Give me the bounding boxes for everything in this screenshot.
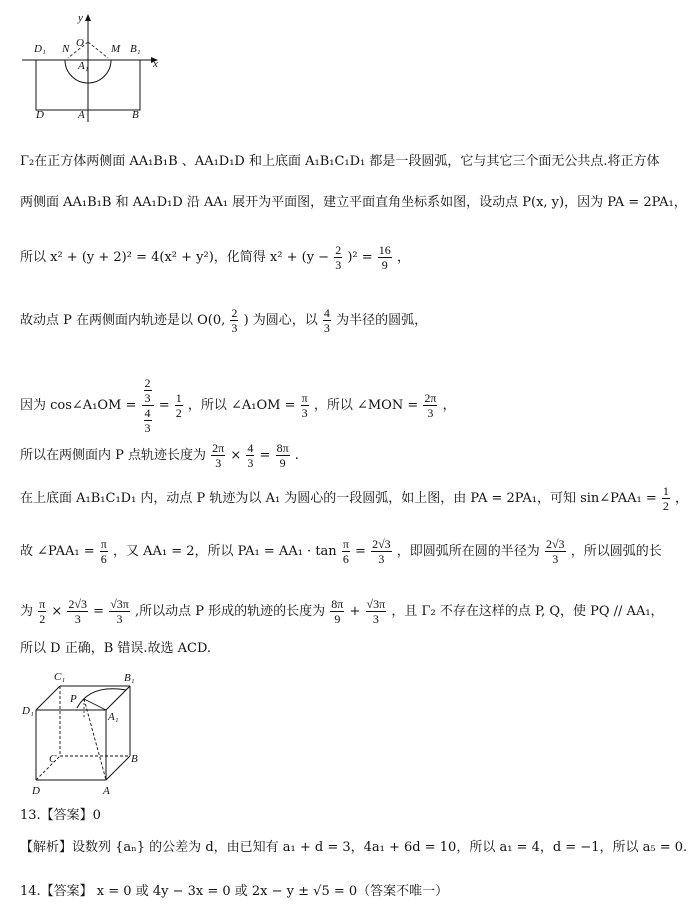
unfolded-coordinate-figure bbox=[18, 12, 168, 124]
text-line-4: 故动点 P 在两侧面内轨迹是以 O(0, $\frac{2}{3}$ ) 为圆心，以 $\frac{4}{3}$ 为半径的圆弧， bbox=[20, 306, 428, 335]
fraction-r3pi-3: $\frac{√3\pi}{3}$ bbox=[110, 597, 129, 626]
text-line-1: Γ₂在正方体两侧面 AA₁B₁B 、AA₁D₁D 和上底面 A₁B₁C₁D₁ 都是一段圆弧，它与其它三个面无公共点.将正方体 bbox=[20, 154, 660, 169]
top-arc bbox=[77, 689, 126, 708]
fraction-2r3-3: $\frac{2√3}{3}$ bbox=[68, 597, 87, 626]
fraction-16-9: $\frac{16}{9}$ bbox=[378, 243, 391, 272]
fig1-label-y: y bbox=[78, 12, 83, 24]
fraction-8pi-9: $\frac{8\pi}{9}$ bbox=[276, 441, 289, 470]
fraction-8pi-9: $\frac{8\pi}{9}$ bbox=[331, 597, 344, 626]
fig2-label-P: P bbox=[70, 693, 77, 705]
fig2-label-C1: C₁ bbox=[54, 671, 66, 683]
fraction-pi-2: $\frac{\pi}{2}$ bbox=[39, 597, 46, 626]
fig1-label-N: N bbox=[62, 43, 70, 55]
solution-13: 【解析】设数列 {aₙ} 的公差为 d，由已知有 a₁ + d = 3，4a₁ + 6d = 10，所以 a₁ = 4，d = −1，所以 a₅ = 0. bbox=[20, 840, 688, 855]
fig2-label-D1: D₁ bbox=[22, 705, 34, 717]
fraction-4-3: $\frac{4}{3}$ bbox=[247, 441, 254, 470]
fraction-pi-6: $\frac{\pi}{6}$ bbox=[100, 537, 107, 566]
fig1-label-D1: D₁ bbox=[34, 43, 46, 55]
fig1-label-B1: B₁ bbox=[130, 43, 141, 55]
compound-fraction: $\frac{\frac{2}{3}}{\frac{4}{3}}$ bbox=[142, 376, 154, 435]
fraction-1-2: $\frac{1}{2}$ bbox=[662, 484, 669, 513]
fraction-2pi-3: $\frac{2\pi}{3}$ bbox=[212, 441, 225, 470]
text-line-8: 故 ∠PAA₁ = $\frac{\pi}{6}$ ，又 AA₁ = 2，所以 PA₁ = AA₁ · tan $\frac{\pi}{6}$ = $\frac{2√3}{3}$ ，即圆弧所在圆的半径为 $\frac{2√3}{3}$ ，所以圆弧的长 bbox=[20, 537, 662, 566]
fraction-1-2: $\frac{1}{2}$ bbox=[175, 391, 182, 420]
text-line-10: 所以 D 正确，B 错误.故选 ACD. bbox=[20, 641, 212, 656]
text-line-7: 在上底面 A₁B₁C₁D₁ 内，动点 P 轨迹为以 A₁ 为圆心的一段圆弧，如上图，由 PA = 2PA₁，可知 sin∠PAA₁ = $\frac{1}{2}$ ， bbox=[20, 484, 689, 513]
fig2-label-C: C bbox=[49, 753, 57, 765]
fig1-label-A: A bbox=[78, 109, 85, 121]
fig1-label-A1: A₁ bbox=[78, 60, 89, 72]
fraction-r3pi-3: $\frac{√3\pi}{3}$ bbox=[366, 597, 386, 626]
fig1-label-D: D bbox=[36, 109, 44, 121]
text-line-9: 为 $\frac{\pi}{2}$ × $\frac{2√3}{3}$ = $\frac{√3\pi}{3}$ ,所以动点 P 形成的轨迹的长度为 $\frac{8\pi}{9}$ + $\frac{√3\pi}{3}$ ，且 Γ₂ 不存在这样的点 P, Q，使 PQ // AA₁， bbox=[20, 597, 664, 626]
fig1-label-B: B bbox=[132, 109, 139, 121]
fraction-2r3-3: $\frac{2√3}{3}$ bbox=[372, 537, 391, 566]
answer-14: 14.【答案】 x = 0 或 4y − 3x = 0 或 2x − y ± √5 = 0（答案不唯一） bbox=[20, 884, 449, 899]
fig2-label-B: B bbox=[131, 753, 138, 765]
fig1-label-O: O bbox=[76, 37, 84, 49]
fig1-label-x: x bbox=[153, 58, 158, 70]
text-line-5: 因为 cos∠A₁OM = $\frac{\frac{2}{3}}{\frac{4}{3}}$ = $\frac{1}{2}$ ，所以 ∠A₁OM = $\frac{\pi}{3}$ ，所以 ∠MON = $\frac{2\pi}{3}$ ， bbox=[20, 376, 456, 435]
fig2-label-A: A bbox=[103, 785, 110, 797]
fraction-4-3: $\frac{4}{3}$ bbox=[323, 306, 330, 335]
fraction-2pi-3: $\frac{2\pi}{3}$ bbox=[424, 391, 437, 420]
fraction-2-3: $\frac{2}{3}$ bbox=[231, 306, 238, 335]
answer-13: 13.【答案】0 bbox=[20, 808, 101, 823]
fig2-label-A1: A₁ bbox=[108, 711, 119, 723]
fraction-2-3: $\frac{2}{3}$ bbox=[335, 243, 342, 272]
fraction-pi-6: $\frac{\pi}{6}$ bbox=[342, 537, 349, 566]
fig1-label-M: M bbox=[111, 43, 121, 55]
text-line-6: 所以在两侧面内 P 点轨迹长度为 $\frac{2\pi}{3}$ × $\frac{4}{3}$ = $\frac{8\pi}{9}$ . bbox=[20, 441, 299, 470]
fraction-2r3-3: $\frac{2√3}{3}$ bbox=[545, 537, 565, 566]
fig2-label-B1: B₁ bbox=[124, 672, 135, 684]
fraction-pi-3: $\frac{\pi}{3}$ bbox=[301, 391, 308, 420]
text-line-3: 所以 x² + (y + 2)² = 4(x² + y²)，化简得 x² + (y − $\frac{2}{3}$ )² = $\frac{16}{9}$ ， bbox=[20, 243, 410, 272]
text-line-2: 两侧面 AA₁B₁B 和 AA₁D₁D 沿 AA₁ 展开为平面图，建立平面直角坐标系如图，设动点 P(x, y)，因为 PA = 2PA₁， bbox=[20, 195, 687, 210]
cube-figure bbox=[14, 668, 154, 798]
fig2-label-D: D bbox=[32, 785, 40, 797]
